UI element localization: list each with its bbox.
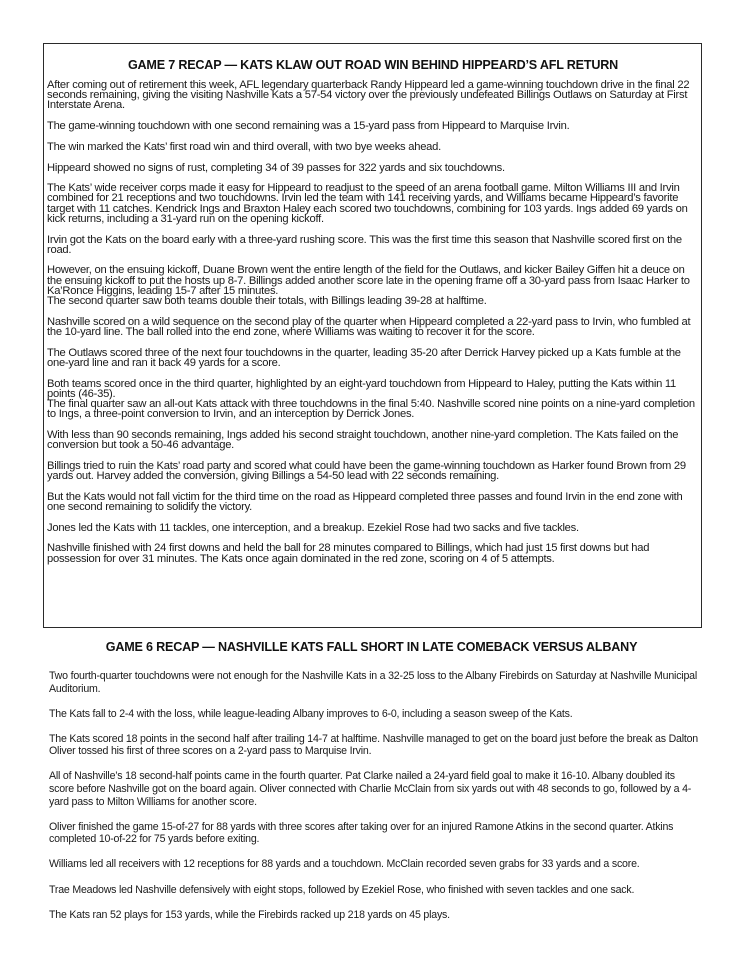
game7-recap-box [43, 43, 702, 628]
game7-paragraph: Nashville finished with 24 first downs and held the ball for 28 minutes compared to Billings, which had just 15 first downs but had possession for over 31 minutes. The Kats once again dominated in the red zone, scoring on 4 of 5 attempts. [47, 542, 650, 565]
game7-paragraph: The Outlaws scored three of the next four touchdowns in the quarter, leading 35-20 after Derrick Harvey picked up a Kats fumble at the one-yard line and ran it back 49 yards for a score. [47, 346, 681, 369]
game7-paragraph: The win marked the Kats’ first road win and third overall, with two bye weeks ahead. [47, 140, 441, 153]
game6-headline: GAME 6 RECAP — NASHVILLE KATS FALL SHORT IN LATE COMEBACK VERSUS ALBANY [105, 640, 638, 654]
game6-paragraph: All of Nashville’s 18 second-half points came in the fourth quarter. Pat Clarke nailed a 24-yard field goal to make it 16-10. Albany doubled its score before Nashville got on the board again. Oliver connected with Charlie McClain from six yards out with 48 seconds to go, followed by a 4-yard pass to Milton Williams for another score. [49, 770, 692, 808]
game6-paragraph: The Kats ran 52 plays for 153 yards, while the Firebirds racked up 218 yards on 45 plays. [49, 908, 450, 921]
game6-paragraph: Williams led all receivers with 12 receptions for 88 yards and a touchdown. McClain recorded seven grabs for 33 yards and a score. [49, 858, 640, 871]
game7-paragraph: The Kats’ wide receiver corps made it easy for Hippeard to readjust to the speed of an arena football game. Milton Williams III and Irvin combined for 21 receptions and two touchdowns. Irvin led the team with 141 receiving yards, and Williams became Hippeard’s favorite target with 11 catches. Kendrick Ings and Braxton Haley each scored two touchdowns, combining for 103 yards. Ings added 69 yards on kick returns, including a 31-yard run on the opening kickoff. [47, 182, 688, 225]
game7-paragraph: Hippeard showed no signs of rust, completing 34 of 39 passes for 322 yards and six touchdowns. [47, 161, 505, 174]
game7-headline: GAME 7 RECAP — KATS KLAW OUT ROAD WIN BEHIND HIPPEARD’S AFL RETURN [127, 58, 619, 72]
game7-paragraph: The second quarter saw both teams double their totals, with Billings leading 39-28 at halftime. [47, 295, 487, 308]
game7-paragraph: After coming out of retirement this week, AFL legendary quarterback Randy Hippeard led a game-winning touchdown drive in the final 22 seconds remaining, giving the visiting Nashville Kats a 57-54 victory over the previously undefeated Billings Outlaws on Saturday at First Interstate Arena. [47, 79, 690, 112]
game7-paragraph: Billings tried to ruin the Kats’ road party and scored what could have been the game-winning touchdown as Harker found Brown from 29 yards out. Harvey added the conversion, giving Billings a 54-50 lead with 22 seconds remaining. [47, 459, 686, 482]
game7-paragraph: The final quarter saw an all-out Kats attack with three touchdowns in the final 5:40. Nashville scored nine points on a nine-yard completion to Ings, a three-point conversion to Irvin, and an interception by Derrick Jones. [47, 397, 695, 421]
game7-paragraph: Irvin got the Kats on the board early with a three-yard rushing score. This was the first time this season that Nashville scored first on the road. [47, 233, 682, 256]
game7-paragraph: With less than 90 seconds remaining, Ings added his second straight touchdown, another nine-yard completion. The Kats failed on the conversion but took a 50-46 advantage. [47, 428, 679, 452]
game6-paragraph: Oliver finished the game 15-of-27 for 88 yards with three scores after taking over for an injured Ramone Atkins in the second quarter. Atkins completed 10-of-22 for 75 yards before exiting. [49, 820, 674, 846]
game7-paragraph: Jones led the Kats with 11 tackles, one interception, and a breakup. Ezekiel Rose had two sacks and five tackles. [47, 521, 579, 534]
game6-paragraph: Trae Meadows led Nashville defensively with eight stops, followed by Ezekiel Rose, who finished with seven tackles and one sack. [49, 883, 635, 896]
game7-paragraph: However, on the ensuing kickoff, Duane Brown went the entire length of the field for the Outlaws, and kicker Bailey Giffen hit a deuce on the ensuing kickoff to put the hosts up 8-7. Billings added another score late in the opening frame off a 30-yard pass from Isaac Harker to Ka’Ronce Higgins, leading 15-7 after 15 minutes. [47, 264, 690, 297]
game6-paragraph: Two fourth-quarter touchdowns were not enough for the Nashville Kats in a 32-25 loss to the Albany Firebirds on Saturday at Nashville Municipal Auditorium. [49, 670, 698, 695]
game7-paragraph: The game-winning touchdown with one second remaining was a 15-yard pass from Hippeard to Marquise Irvin. [47, 120, 570, 133]
game6-paragraph: The Kats fall to 2-4 with the loss, while league-leading Albany improves to 6-0, including a season sweep of the Kats. [49, 707, 573, 720]
game7-paragraph: But the Kats would not fall victim for the third time on the road as Hippeard completed three passes and found Irvin in the end zone with one second remaining to solidify the victory. [47, 490, 683, 513]
game7-paragraph: Both teams scored once in the third quarter, highlighted by an eight-yard touchdown from Hippeard to Haley, putting the Kats within 11 points (46-35). [47, 377, 677, 400]
game7-paragraph: Nashville scored on a wild sequence on the second play of the quarter when Hippeard completed a 22-yard pass to Irvin, who fumbled at the 10-yard line. The ball rolled into the end zone, where Williams was waiting to recover it for the score. [47, 315, 691, 338]
game6-paragraph: The Kats scored 18 points in the second half after trailing 14-7 at halftime. Nashville managed to get on the board just before the break as Dalton Oliver tossed his first of three scores on a 2-yard pass to Marquise Irvin. [49, 732, 699, 758]
game6-recap-section [49, 670, 699, 934]
